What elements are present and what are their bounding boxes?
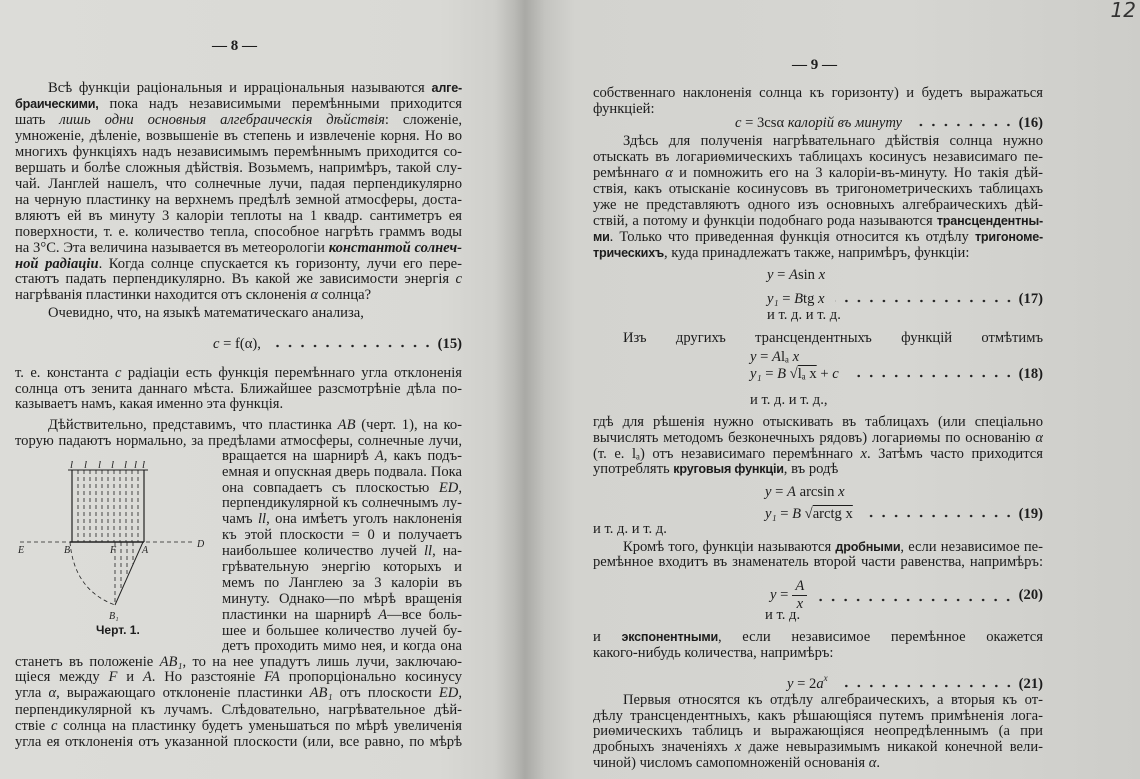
text-run: Кромѣ того, функціи называются [623,539,836,555]
text-line [15,684,462,702]
italic-text: ED [438,685,459,701]
text-run: , куда принадлежатъ также, напримѣръ, функціи: [664,245,970,261]
italic-text: B [777,366,787,382]
bold-term: трическихъ [593,246,664,260]
text-run: arcsin [795,484,839,500]
label-B: B [64,545,71,556]
ray-label: l [98,459,102,471]
dot-leader [271,334,434,348]
text-run: —все боль- [387,607,462,623]
italic-text: B [792,506,802,522]
italic-text: y₁ [750,366,762,382]
text-run: + [816,366,833,382]
point-labels [17,539,205,622]
text-run: перпендикулярной къ лучамъ. Слѣдовательно, нагрѣвательное дѣй- [15,702,462,718]
text-run: , какъ подъ- [383,448,462,464]
text-run: = 3csα [741,115,788,131]
text-run: , если независимое перемѣнное окажется [718,629,1043,645]
ray-label: l [84,459,88,471]
text-line [593,84,1043,102]
label-E: E [18,545,25,556]
italic-text: x [860,446,867,462]
text-line [750,391,828,409]
italic-text: y₁ [765,506,777,522]
italic-term: ной радіаціи [15,256,99,272]
italic-text: α [665,165,673,181]
text-run: грѣвательную энергію которыхъ и [222,559,462,575]
text-run: Всѣ функціи раціональныя и ирраціональныя называются [48,80,432,96]
equation-line [735,113,1043,131]
text-run: = [776,586,789,603]
text-run: и т. д. и т. д. [767,307,841,323]
italic-text: y [767,267,774,283]
text-run: tg [803,291,819,307]
dot-leader [817,588,1014,602]
text-run: угла [15,685,49,701]
dot-leader [835,289,1015,303]
text-run: ствіе [15,718,51,734]
page-number-header: — 9 — [792,57,837,73]
text-run: , выражающаго отклоненіе пластинки [56,685,310,701]
figure-caption: Черт. 1. [96,623,140,637]
italic-text: ll [258,511,267,527]
equation-number: (20) [1018,587,1043,603]
text-run: на черную пластинку на верхнемъ предѣлѣ земной атмосферы, доста- [15,192,462,208]
text-run: радіаціи есть функція перемѣннаго угла отклоненія [121,365,462,381]
text-run: √ [786,366,798,382]
text-run: и т. д. и т. д. [593,521,667,537]
text-run: , въ родѣ [783,461,839,477]
italic-text: A [772,349,781,365]
italic-text: x [818,267,826,283]
text-run: (т. е. lₐ) отъ независимаго перемѣннаго [593,446,861,462]
text-run: минуту. Однако—по мѣрѣ вращенія [222,591,462,607]
text-run: Здѣсь для полученія нагрѣвательнаго дѣйствія солнца нужно [623,133,1043,149]
handwritten-page-number: 12 [1110,0,1136,22]
italic-text: A [787,484,796,500]
text-run: . Только что приведенная функція относится къ отдѣлу [609,229,975,245]
italic-text: c [832,366,839,382]
italic-text: AB [337,417,356,433]
text-run: = [773,267,790,283]
text-run: многихъ функціяхъ надъ независимымъ перемѣннымъ приходится со- [15,144,462,160]
text-run: = [778,291,795,307]
italic-text: F [108,669,118,685]
italic-text: лишь одни основныя алгебраическія дѣйствія [59,112,385,128]
text-run: чиной) числомъ самопомноженій основанія [593,755,869,771]
text-run: отыскать въ логариѳмическихъ таблицахъ косинусъ независимаго пе- [593,149,1043,165]
italic-text: c [50,718,58,734]
italic-text: a [816,676,824,692]
equation-line [787,669,1043,692]
text-run: sin [797,267,819,283]
text-run: Первыя относятся къ отдѣлу алгебраическихъ, а вторыя къ от- [623,692,1043,708]
radicand: arctg x [812,506,853,522]
bold-term: браическими, [15,97,99,111]
equation-formula [765,505,853,523]
italic-text: ll [423,543,433,559]
text-run: на 3°С. Эта величина называется въ метеорологіи [15,240,329,256]
label-F: F [110,545,117,556]
text-run: ствія, какъ отысканіе косинусовъ въ тригонометрическихъ таблицахъ [593,181,1043,197]
text-run: какого-нибудь количества, напримѣръ: [593,645,834,661]
italic-term: константой солнеч- [328,240,462,256]
text-run: она совпадаетъ съ плоскостью [222,480,439,496]
dot-leader [849,364,1015,378]
text-line [767,306,841,324]
page-number-header: — 8 — [212,38,257,54]
text-run: даже невыразимымъ никакой конечной вели- [741,739,1043,755]
text-line [48,304,364,322]
text-run: . Затѣмъ часто приходится [866,446,1043,462]
dot-leader [838,674,1015,688]
text-run: отъ плоскости [332,685,439,701]
text-line [593,520,667,538]
text-run: наибольшее количество лучей [222,543,424,559]
text-run: Изъ другихъ трансцендентныхъ функцій отмѣтимъ [623,330,1043,346]
label-B1: B₁ [109,611,119,622]
equation-formula [787,669,828,693]
text-run: нагрѣванія пластинки находится отъ склоненія [15,287,311,303]
italic-text: α [48,685,57,701]
equation-number: (18) [1018,366,1043,382]
left-page [0,0,525,779]
italic-text: y [770,586,777,603]
italic-text: c [455,271,462,287]
text-run: . [876,755,881,771]
italic-text: x [734,739,742,755]
text-run: , она имѣетъ уголъ наклоненія [266,511,462,527]
text-run: угла ея отклоненія отъ указанной плоскости (или, все равно, по мѣрѣ [15,734,462,750]
label-A: A [142,545,149,556]
text-line [765,483,845,501]
text-line [15,733,462,751]
italic-text: A [374,448,384,464]
italic-text: ED [438,480,459,496]
text-run: стаютъ падать перпендикулярно. Въ какой же зависимости энергія [15,271,456,287]
text-run: мемъ по Ланглею за 3 калоріи въ [222,575,462,591]
italic-text: AB₁ [159,654,183,670]
text-run: и помножить его на 3 калоріи-въ-минуту. Но такія дѣй- [672,165,1043,181]
text-run: функціей: [593,101,655,117]
ray-label: l [70,459,74,471]
equation-line [213,334,462,352]
text-run: дѣлу трансцендентныхъ, какъ рѣшающіяся путемъ примѣненія лога- [593,708,1043,724]
bold-term: ми [593,230,610,244]
italic-text: A [142,669,152,685]
text-run: = 2 [793,676,817,692]
equation-formula [735,114,902,132]
bold-term: экспонентными [621,630,719,644]
text-run: . Когда солнце спускается къ горизонту, лучи его пере- [98,256,462,272]
text-run: детъ проходить мимо нея, и когда она [222,638,462,654]
text-run: вляютъ ей въ минуту 3 калоріи теплоты на 1 квадр. сантиметръ ея [15,208,462,224]
equation-line [770,577,1043,613]
text-run: дробныхъ значеніяхъ [593,739,735,755]
text-run: и т. д. и т. д., [750,392,828,408]
ray-labels [70,459,145,471]
text-run: чамъ [222,511,258,527]
text-run: = [761,366,778,382]
equation-number: (21) [1018,676,1043,692]
bold-term: круговыя функціи [673,462,784,476]
text-run: солнца на пластинку будетъ уменьшаться по мѣрѣ увеличенія [57,718,462,734]
text-line [593,644,834,662]
ray-label: l [142,459,146,471]
italic-text: x [818,291,825,307]
italic-text: y [765,484,772,500]
text-run: , на- [432,543,462,559]
text-run: гдѣ для рѣшенія нужно отыскивать въ таблицахъ (или спеціально [593,414,1043,430]
text-run: = f(α), [219,336,261,352]
text-run: пропорціонально косинусу [279,669,462,685]
dot-leader [863,504,1015,518]
text-run: и т. д. [765,607,801,623]
text-line [15,286,371,304]
bold-term: тригономе- [974,230,1043,244]
label-D: D [197,539,205,550]
text-run: уже не представляютъ одного изъ основныхъ алгебраическихъ дѣй- [593,197,1043,213]
text-run: умноженіе, дѣленіе, возвышеніе въ степень и извлеченіе корня. Но во [15,128,462,144]
equation-number: (17) [1018,291,1043,307]
equation-formula [213,335,261,353]
text-run: солнца отъ зенита даннаго мѣста. Ближайшее разсмотрѣніе дѣла по- [15,381,462,397]
bold-term: дробными [835,540,901,554]
text-run: = [771,484,788,500]
text-run: Дѣйствительно, представимъ, что пластинка [48,417,338,433]
italic-text: α [1035,430,1043,446]
text-line [623,329,1043,347]
text-run: щіеся между [15,669,109,685]
text-run: пластинки на шарнирѣ [222,607,379,623]
fraction-denominator: x [796,595,804,612]
text-line [593,244,969,262]
text-run: чай. Ланглей нашелъ, что солнечные лучи, падая перпендикулярно [15,176,462,192]
text-run: , то на нее упадутъ лишь лучи, заключаю- [182,654,462,670]
ray-label: l [111,459,115,471]
italic-text: B [794,291,804,307]
text-line [593,754,880,772]
text-run: солнца? [318,287,372,303]
text-run: перпендикулярной къ солнечнымъ лу- [222,495,462,511]
text-run: = [756,349,773,365]
text-run: . Но разстояніе [151,669,264,685]
text-line [15,395,283,413]
text-run: , [458,480,462,496]
ray-label: l [124,459,128,471]
italic-text: α [868,755,877,771]
equation-line [750,364,1043,382]
text-run: казываетъ намъ, какая именно эта функція. [15,396,284,412]
equation-line [767,289,1043,307]
text-run: √ [801,506,813,522]
text-run: торую падаютъ нормально, за предѣлами атмосферы, солнечные лучи, [15,433,462,449]
text-run: употреблять [593,461,674,477]
italic-text: y₁ [767,291,779,307]
text-run: вершать и болѣе сложныя дѣйствія. Возьмемъ, напримѣръ, такой слу- [15,160,462,176]
text-line [767,266,825,284]
italic-text: y [787,676,794,692]
equation-number: (15) [437,336,462,352]
diagram-lines [20,470,195,605]
text-run: къ этой плоскости = 0 и получаетъ [222,527,462,543]
text-run: ствій, а потому и функціи подобнаго рода называются [593,213,937,229]
text-run: т. е. константа [15,365,116,381]
text-run: пока надъ независимыми перемѣнными приходится [109,96,462,112]
text-run: lₐ [780,349,793,365]
italic-text: калорій въ минуту [787,115,903,131]
italic-text: FA [264,669,280,685]
italic-text: c [735,115,742,131]
text-run: (черт. 1), на ко- [355,417,462,433]
italic-text: A [789,267,798,283]
text-run: поверхности, т. е. количество тепла, способное нагрѣть граммъ воды [15,224,462,240]
italic-text: c [115,365,122,381]
italic-text: x [838,484,845,500]
equation-number: (19) [1018,506,1043,522]
text-line [765,606,800,624]
text-line [593,100,655,118]
text-run: вращается на шарнирѣ [222,448,375,464]
text-run: , [458,685,462,701]
text-run: Очевидно, что, на языкѣ математическаго анализа, [48,305,364,321]
italic-text: AB₁ [309,685,333,701]
text-run: риѳмическихъ таблицъ и выражающіяся неопредѣленнымъ (а при [593,723,1043,739]
text-run: собственнаго наклоненія солнца къ горизонту) и будетъ выражаться [593,85,1043,101]
italic-text: A [378,607,388,623]
equation-formula [750,365,839,383]
italic-text: x [792,349,800,365]
right-page [525,0,1140,779]
diagram-figure-1 [0,440,230,630]
text-run: ремѣнное входитъ въ знаменатель второй части равенства, напримѣръ: [593,554,1043,570]
superscript: x [823,673,828,683]
text-run: и [593,629,622,645]
fraction-numerator: A [792,578,807,596]
bold-term: алге- [431,81,462,95]
italic-text: α [310,287,319,303]
text-run: станетъ въ положеніе [15,654,160,670]
text-run: и [117,669,143,685]
text-run: , если независимое пе- [900,539,1043,555]
text-line [593,460,838,478]
text-run: шее и большее количество лучей бу- [222,623,462,639]
ray-label: l [134,459,138,471]
equation-number: (16) [1018,115,1043,131]
bold-term: трансцендентны- [936,214,1043,228]
text-line [593,553,1043,571]
text-run: : сложеніе, [384,112,462,128]
text-run: = [776,506,793,522]
text-run: шать [15,112,60,128]
italic-text: y [750,349,757,365]
text-run: емная и опускная дверь подвала. Пока [222,464,462,480]
italic-text: c [213,336,220,352]
text-run: вычислять методомъ безконечныхъ рядовъ) логариѳмы по основанію [593,430,1036,446]
equation-line [765,504,1043,522]
text-run: ремѣннаго [593,165,666,181]
radicand: lₐ x [797,366,817,382]
dot-leader [912,113,1015,127]
